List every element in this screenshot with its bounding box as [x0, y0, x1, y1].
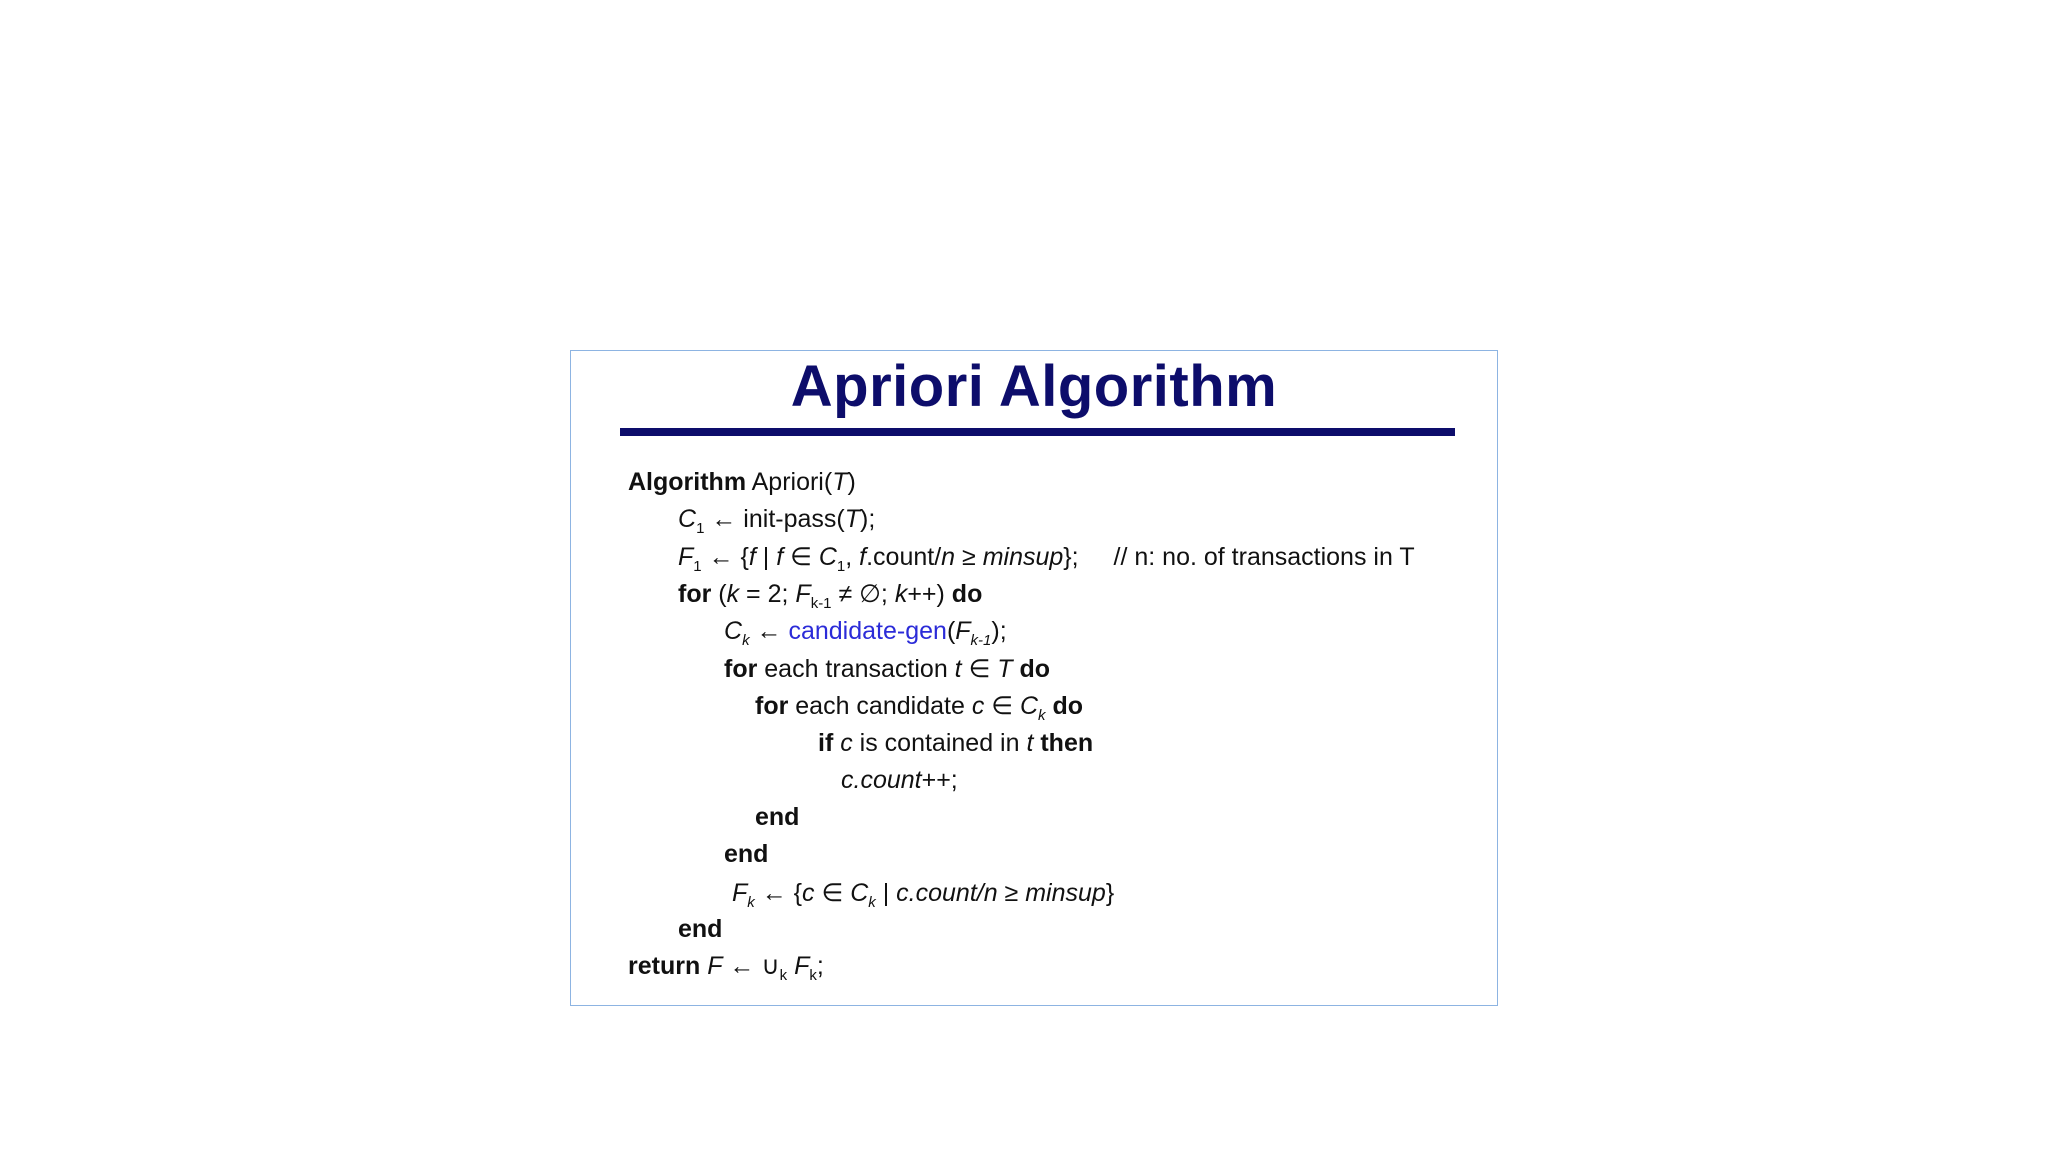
- keyword-for: for: [755, 692, 789, 720]
- arg-t: T: [844, 505, 861, 533]
- code-line-12: [732, 878, 1115, 911]
- code-line-9: [841, 765, 958, 795]
- keyword-do: do: [951, 580, 983, 608]
- sub-k: k: [742, 632, 750, 649]
- var-minsup: minsup: [982, 543, 1064, 571]
- increment-text: ++): [907, 580, 952, 608]
- keyword-algorithm: Algorithm: [628, 468, 747, 496]
- var-t: t: [1026, 729, 1034, 757]
- arrow: ←: [749, 617, 789, 645]
- var-c: C: [818, 543, 837, 571]
- code-line-8: [818, 728, 1093, 758]
- var-f: F: [795, 580, 811, 608]
- sub-1: 1: [696, 520, 705, 537]
- sub-k: k: [779, 967, 788, 984]
- code-line-10: [755, 802, 799, 832]
- keyword-then: then: [1033, 729, 1094, 757]
- paren-open: (: [946, 617, 956, 645]
- bar: |: [755, 543, 777, 571]
- keyword-return: return: [628, 952, 701, 980]
- var-t: t: [954, 655, 962, 683]
- set-close: };: [1063, 543, 1079, 571]
- sub-1: 1: [836, 558, 846, 575]
- init-pass: ← init-pass(: [711, 505, 845, 533]
- var-c: C: [724, 617, 743, 645]
- cond-text: ≠ ∅;: [831, 580, 895, 608]
- c-count-n: c.count/n: [896, 879, 998, 907]
- stmt-end: ;: [816, 952, 824, 980]
- var-c: c: [840, 729, 853, 757]
- increment: ++;: [921, 766, 958, 794]
- keyword-if: if: [818, 729, 834, 757]
- code-comment: // n: no. of transactions in T: [1113, 543, 1415, 571]
- keyword-do: do: [1045, 692, 1084, 720]
- code-line-2: [678, 504, 876, 537]
- sub-k: k: [809, 967, 817, 984]
- var-f: F: [707, 952, 723, 980]
- arrow-set-open: ← {: [754, 879, 803, 907]
- keyword-for: for: [724, 655, 758, 683]
- var-f: F: [732, 879, 748, 907]
- geq: ≥: [997, 879, 1026, 907]
- code-line-11: [724, 839, 768, 869]
- in: ∈: [984, 692, 1020, 720]
- code-line-4: [678, 579, 983, 612]
- keyword-do: do: [1012, 655, 1051, 683]
- set-close: }: [1105, 879, 1115, 907]
- stmt-end: );: [860, 505, 876, 533]
- c-count: c.count: [841, 766, 922, 794]
- var-C: C: [850, 879, 869, 907]
- var-minsup: minsup: [1025, 879, 1106, 907]
- var-k: k: [894, 580, 908, 608]
- code-line-3: [678, 542, 1415, 575]
- arrow-set-open: ← {: [708, 543, 749, 571]
- keyword-end: end: [755, 803, 800, 831]
- code-line-6: [724, 654, 1050, 684]
- var-f: F: [678, 543, 694, 571]
- keyword-for: for: [678, 580, 712, 608]
- algorithm-name: Apriori(: [751, 468, 833, 496]
- var-f: f: [859, 543, 867, 571]
- var-T: T: [997, 655, 1013, 683]
- pseudocode-block: [571, 351, 1497, 1005]
- count-text: .count/: [866, 543, 942, 571]
- sub-k-1: k-1: [970, 632, 992, 649]
- arrow-union: ← ∪: [722, 952, 780, 980]
- var-f: F: [794, 952, 810, 980]
- keyword-end: end: [678, 915, 723, 943]
- var-f: f: [776, 543, 784, 571]
- stmt-end: );: [991, 617, 1007, 645]
- paren-open: (: [711, 580, 727, 608]
- comma: ,: [845, 543, 860, 571]
- algorithm-arg: T: [832, 468, 848, 496]
- sub-k: k: [1038, 707, 1046, 724]
- var-n: n: [941, 543, 956, 571]
- code-line-7: [755, 691, 1084, 724]
- slide-frame: [570, 350, 1498, 1006]
- code-line-14: [628, 951, 824, 984]
- var-c: C: [678, 505, 697, 533]
- var-c: c: [802, 879, 815, 907]
- var-f: F: [955, 617, 971, 645]
- in: ∈: [961, 655, 998, 683]
- code-line-1: [628, 467, 856, 497]
- sub-k: k: [868, 894, 876, 911]
- keyword-end: end: [724, 840, 769, 868]
- sub-k-1: k-1: [810, 595, 832, 612]
- init-text: = 2;: [739, 580, 796, 608]
- bar: |: [875, 879, 897, 907]
- each-candidate-text: each candidate: [788, 692, 972, 720]
- code-line-13: [678, 914, 722, 944]
- slide-title: Apriori Algorithm: [790, 354, 1278, 419]
- var-C: C: [1019, 692, 1039, 720]
- var-k: k: [726, 580, 740, 608]
- sub-k: k: [747, 894, 755, 911]
- each-transaction-text: each transaction: [757, 655, 955, 683]
- var-f: f: [748, 543, 756, 571]
- var-c: c: [971, 692, 985, 720]
- sub-1: 1: [693, 558, 702, 575]
- in: ∈: [783, 543, 819, 571]
- candidate-gen-link[interactable]: candidate-gen: [788, 617, 947, 645]
- code-line-5: [724, 616, 1007, 649]
- geq: ≥: [955, 543, 983, 571]
- paren-close: ): [847, 468, 856, 496]
- contained-text: is contained in: [852, 729, 1027, 757]
- in: ∈: [814, 879, 851, 907]
